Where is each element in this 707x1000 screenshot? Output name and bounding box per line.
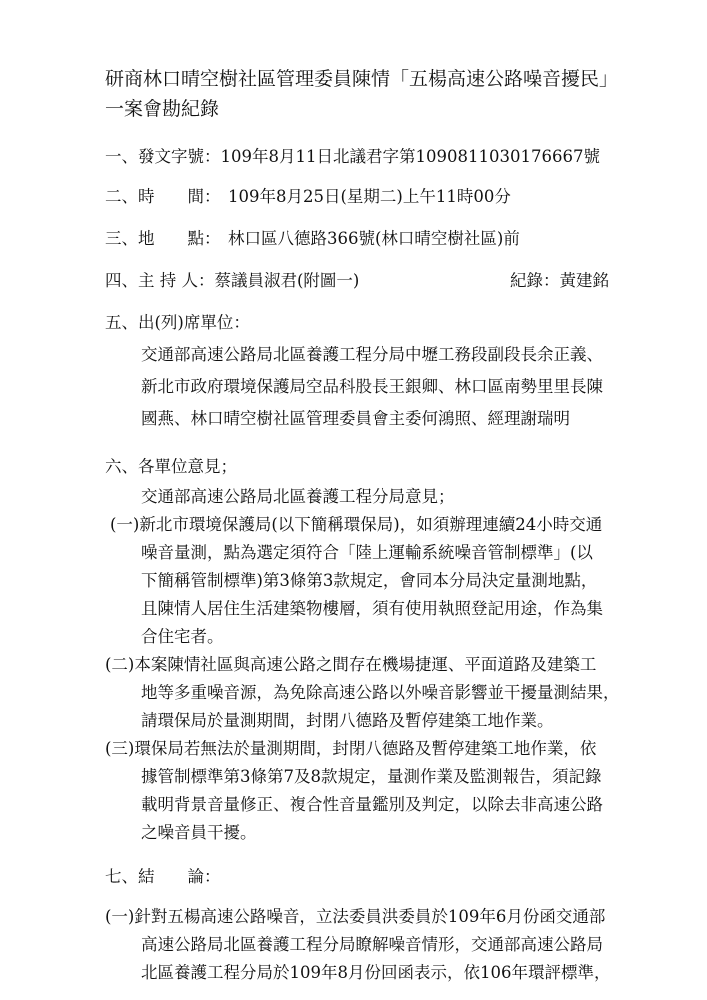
opinion-3-line: (三)環保局若無法於量測期間，封閉八德路及暫停建築工地作業，依 <box>105 739 597 758</box>
conclusion-1-line: 北區養護工程分局於109年8月份回函表示，依106年環評標準， <box>141 963 611 982</box>
opinion-3-line: 載明背景音量修正、複合性音量鑑別及判定，以除去非高速公路 <box>141 795 603 814</box>
attendees-line: 國燕、林口晴空樹社區管理委員會主委何鴻照、經理謝瑞明 <box>141 409 570 428</box>
opinion-1-line: 合住宅者。 <box>141 627 224 646</box>
item-3-location: 林口區八德路366號(林口晴空樹社區)前 <box>228 229 520 248</box>
recorder: 紀錄：黃建銘 <box>510 271 609 290</box>
opinion-intro: 交通部高速公路局北區養護工程分局意見； <box>141 487 455 506</box>
opinion-2-line: 地等多重噪音源，為免除高速公路以外噪音影響並干擾量測結果， <box>141 683 620 702</box>
opinion-1-line: (一)新北市環境保護局(以下簡稱環保局)，如須辦理連續24小時交通 <box>110 515 603 534</box>
opinion-2-line: (二)本案陳情社區與高速公路之間存在機場捷運、平面道路及建築工 <box>105 655 597 674</box>
opinion-1-line: 噪音量測，點為選定須符合「陸上運輸系統噪音管制標準」(以 <box>141 543 593 562</box>
item-4-host: 四、主 持 人：蔡議員淑君(附圖一) <box>105 271 360 290</box>
document-title-line-2: 一案會勘紀錄 <box>105 98 220 120</box>
attendees-line: 交通部高速公路局北區養護工程分局中壢工務段副段長余正義、 <box>141 345 603 364</box>
opinion-2-line: 請環保局於量測期間，封閉八德路及暫停建築工地作業。 <box>141 711 554 730</box>
opinion-1-line: 且陳情人居住生活建築物樓層，須有使用執照登記用途，作為集 <box>141 599 603 618</box>
conclusion-1-line: 高速公路局北區養護工程分局瞭解噪音情形，交通部高速公路局 <box>141 935 603 954</box>
item-5-heading: 五、出(列)席單位： <box>105 313 250 332</box>
document-title-line-1: 研商林口晴空樹社區管理委員陳情「五楊高速公路噪音擾民」 <box>105 68 619 90</box>
opinion-1-line: 下簡稱管制標準)第3條第3款規定，會同本分局決定量測地點， <box>141 571 598 590</box>
item-7-heading: 七、結 論： <box>105 867 221 886</box>
item-2-time: 109年8月25日(星期二)上午11時00分 <box>228 187 511 206</box>
item-2-label: 二、時 間： <box>105 187 221 206</box>
item-3-label: 三、地 點： <box>105 229 221 248</box>
opinion-3-line: 據管制標準第3條第7及8款規定，量測作業及監測報告，須記錄 <box>141 767 602 786</box>
opinion-3-line: 之噪音員干擾。 <box>141 823 257 842</box>
attendees-line: 新北市政府環境保護局空品科股長王銀卿、林口區南勢里里長陳 <box>141 377 603 396</box>
item-6-heading: 六、各單位意見； <box>105 457 237 476</box>
conclusion-1-line: (一)針對五楊高速公路噪音，立法委員洪委員於109年6月份函交通部 <box>105 907 606 926</box>
item-1-document-number: 一、發文字號：109年8月11日北議君字第1090811030176667號 <box>105 147 600 166</box>
